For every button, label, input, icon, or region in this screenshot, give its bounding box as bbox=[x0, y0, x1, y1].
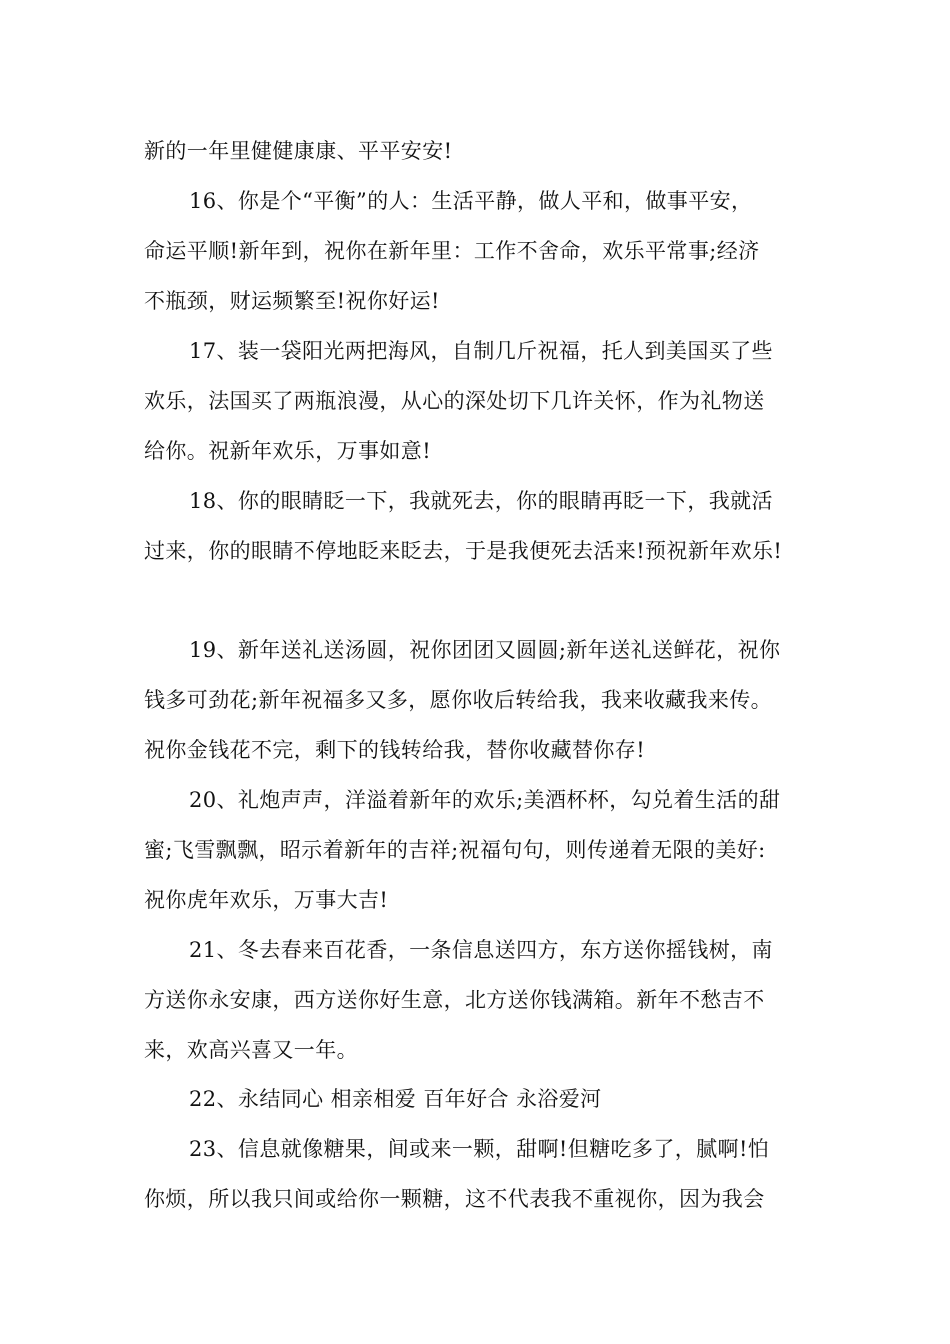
text-line: 17、装一袋阳光两把海风，自制几斤祝福，托人到美国买了些 bbox=[189, 339, 773, 363]
text-line: 蜜;飞雪飘飘，昭示着新年的吉祥;祝福句句，则传递着无限的美好: bbox=[144, 838, 766, 862]
text-line: 祝你金钱花不完，剩下的钱转给我，替你收藏替你存! bbox=[144, 738, 646, 762]
text-line: 给你。祝新年欢乐，万事如意! bbox=[144, 439, 432, 463]
text-line: 你烦，所以我只间或给你一颗糖，这不代表我不重视你，因为我会 bbox=[144, 1187, 765, 1211]
text-line: 祝你虎年欢乐，万事大吉! bbox=[144, 888, 389, 912]
text-line: 23、信息就像糖果，间或来一颗，甜啊!但糖吃多了，腻啊!怕 bbox=[189, 1137, 770, 1161]
text-line: 过来，你的眼睛不停地眨来眨去，于是我便死去活来!预祝新年欢乐! bbox=[144, 539, 783, 563]
text-line: 不瓶颈，财运频繁至!祝你好运! bbox=[144, 289, 440, 313]
text-line: 欢乐，法国买了两瓶浪漫，从心的深处切下几许关怀，作为礼物送 bbox=[144, 389, 765, 413]
text-line: 16、你是个“平衡”的人：生活平静，做人平和，做事平安， bbox=[189, 189, 753, 213]
text-line: 22、永结同心 相亲相爱 百年好合 永浴爱河 bbox=[189, 1087, 602, 1111]
text-line: 18、你的眼睛眨一下，我就死去，你的眼睛再眨一下，我就活 bbox=[189, 489, 773, 513]
text-line: 钱多可劲花;新年祝福多又多，愿你收后转给我，我来收藏我来传。 bbox=[144, 688, 773, 712]
text-line: 方送你永安康，西方送你好生意，北方送你钱满箱。新年不愁吉不 bbox=[144, 988, 765, 1012]
text-line: 20、礼炮声声，洋溢着新年的欢乐;美酒杯杯，勾兑着生活的甜 bbox=[189, 788, 781, 812]
text-line: 命运平顺!新年到，祝你在新年里：工作不舍命，欢乐平常事;经济 bbox=[144, 239, 760, 263]
text-line: 来，欢高兴喜又一年。 bbox=[144, 1038, 358, 1062]
text-line: 新的一年里健健康康、平平安安! bbox=[144, 139, 453, 163]
text-line: 21、冬去春来百花香，一条信息送四方，东方送你摇钱树，南 bbox=[189, 938, 773, 962]
text-line: 19、新年送礼送汤圆，祝你团团又圆圆;新年送礼送鲜花，祝你 bbox=[189, 638, 781, 662]
